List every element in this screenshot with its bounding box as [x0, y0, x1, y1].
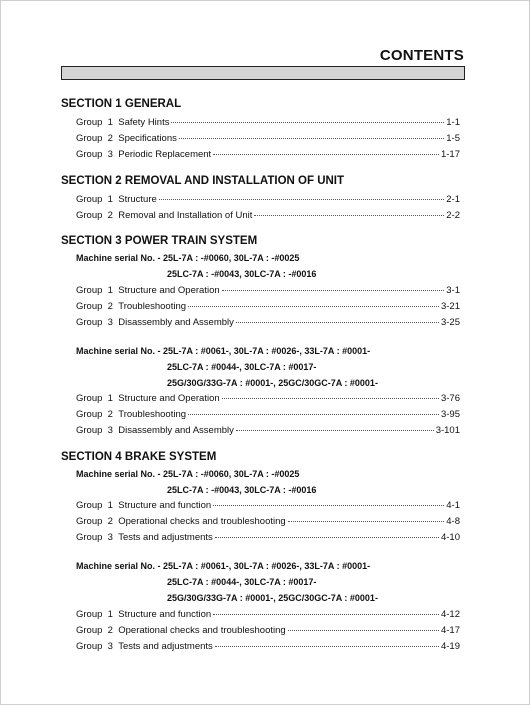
group-number: Group 2: [76, 133, 113, 144]
group-number: Group 3: [76, 425, 113, 436]
page-number: 4-10: [440, 532, 460, 543]
toc-entry[interactable]: [76, 532, 460, 544]
serial-line: Machine serial No. - 25L-7A : #0061-, 30L-7A : #0026-, 33L-7A : #0001-: [76, 561, 371, 571]
leader-dots: [222, 398, 439, 399]
page-number: 4-1: [446, 500, 460, 511]
group-number: Group 2: [76, 625, 113, 636]
toc-entry[interactable]: [76, 133, 460, 145]
toc-entry[interactable]: [76, 194, 460, 206]
section-2-heading: SECTION 2 REMOVAL AND INSTALLATION OF UNIT: [61, 175, 345, 187]
toc-entry[interactable]: [76, 609, 460, 621]
toc-entry[interactable]: [76, 117, 460, 129]
page-number: 3-95: [440, 409, 460, 420]
leader-dots: [222, 290, 445, 291]
serial-line: 25LC-7A : #0044-, 30LC-7A : #0017-: [167, 362, 317, 372]
entry-label: Disassembly and Assembly: [118, 425, 234, 436]
toc-entry[interactable]: [76, 641, 460, 653]
leader-dots: [171, 122, 444, 123]
title-bar: [61, 66, 465, 80]
group-number: Group 3: [76, 532, 113, 543]
page-number: 2-2: [446, 210, 460, 221]
leader-dots: [188, 414, 439, 415]
leader-dots: [213, 614, 439, 615]
group-number: Group 2: [76, 409, 113, 420]
leader-dots: [254, 215, 444, 216]
group-number: Group 1: [76, 500, 113, 511]
entry-label: Tests and adjustments: [118, 641, 213, 652]
page-number: 1-5: [446, 133, 460, 144]
leader-dots: [188, 306, 439, 307]
group-number: Group 1: [76, 393, 113, 404]
entry-label: Periodic Replacement: [118, 149, 212, 160]
page-number: 3-76: [440, 393, 460, 404]
entry-label: Tests and adjustments: [118, 532, 213, 543]
toc-entry[interactable]: [76, 409, 460, 421]
leader-dots: [159, 199, 444, 200]
leader-dots: [288, 630, 439, 631]
page-number: 3-21: [440, 301, 460, 312]
group-number: Group 1: [76, 194, 113, 205]
leader-dots: [236, 430, 434, 431]
leader-dots: [288, 521, 445, 522]
toc-entry[interactable]: [76, 149, 460, 161]
group-number: Group 3: [76, 317, 113, 328]
page-number: 1-1: [446, 117, 460, 128]
entry-label: Disassembly and Assembly: [118, 317, 234, 328]
serial-line: 25LC-7A : #0044-, 30LC-7A : #0017-: [167, 577, 317, 587]
page-number: 3-101: [435, 425, 460, 436]
serial-line: 25G/30G/33G-7A : #0001-, 25GC/30GC-7A : #0001-: [167, 378, 378, 388]
toc-entry[interactable]: [76, 425, 460, 437]
page-number: 3-1: [446, 285, 460, 296]
serial-line: 25LC-7A : -#0043, 30LC-7A : -#0016: [167, 485, 317, 495]
entry-label: Specifications: [118, 133, 177, 144]
page-number: 4-8: [446, 516, 460, 527]
entry-label: Structure: [118, 194, 157, 205]
serial-line: 25G/30G/33G-7A : #0001-, 25GC/30GC-7A : #0001-: [167, 593, 378, 603]
group-number: Group 1: [76, 117, 113, 128]
page-number: 4-19: [440, 641, 460, 652]
entry-label: Structure and Operation: [118, 285, 220, 296]
serial-line: Machine serial No. - 25L-7A : -#0060, 30L-7A : -#0025: [76, 469, 300, 479]
entry-label: Safety Hints: [118, 117, 170, 128]
section-3-heading: SECTION 3 POWER TRAIN SYSTEM: [61, 235, 258, 247]
toc-entry[interactable]: [76, 500, 460, 512]
leader-dots: [236, 322, 439, 323]
entry-label: Structure and function: [118, 500, 212, 511]
toc-entry[interactable]: [76, 285, 460, 297]
serial-line: 25LC-7A : -#0043, 30LC-7A : -#0016: [167, 269, 317, 279]
leader-dots: [213, 154, 439, 155]
serial-line: Machine serial No. - 25L-7A : #0061-, 30L-7A : #0026-, 33L-7A : #0001-: [76, 346, 371, 356]
toc-entry[interactable]: [76, 301, 460, 313]
entry-label: Operational checks and troubleshooting: [118, 516, 286, 527]
leader-dots: [213, 505, 444, 506]
group-number: Group 3: [76, 149, 113, 160]
page-number: 3-25: [440, 317, 460, 328]
page-number: 4-12: [440, 609, 460, 620]
page-number: 1-17: [440, 149, 460, 160]
group-number: Group 3: [76, 641, 113, 652]
toc-entry[interactable]: [76, 317, 460, 329]
page-number: 2-1: [446, 194, 460, 205]
toc-entry[interactable]: [76, 393, 460, 405]
leader-dots: [215, 537, 439, 538]
page-number: 4-17: [440, 625, 460, 636]
entry-label: Removal and Installation of Unit: [118, 210, 253, 221]
page-title: CONTENTS: [379, 47, 464, 64]
entry-label: Structure and Operation: [118, 393, 220, 404]
entry-label: Operational checks and troubleshooting: [118, 625, 286, 636]
toc-entry[interactable]: [76, 210, 460, 222]
toc-entry[interactable]: [76, 625, 460, 637]
group-number: Group 2: [76, 301, 113, 312]
section-4-heading: SECTION 4 BRAKE SYSTEM: [61, 451, 217, 463]
entry-label: Structure and function: [118, 609, 212, 620]
serial-line: Machine serial No. - 25L-7A : -#0060, 30L-7A : -#0025: [76, 253, 300, 263]
group-number: Group 2: [76, 516, 113, 527]
group-number: Group 1: [76, 609, 113, 620]
entry-label: Troubleshooting: [118, 409, 187, 420]
entry-label: Troubleshooting: [118, 301, 187, 312]
group-number: Group 2: [76, 210, 113, 221]
leader-dots: [215, 646, 439, 647]
leader-dots: [179, 138, 444, 139]
section-1-heading: SECTION 1 GENERAL: [61, 98, 182, 110]
group-number: Group 1: [76, 285, 113, 296]
toc-entry[interactable]: [76, 516, 460, 528]
